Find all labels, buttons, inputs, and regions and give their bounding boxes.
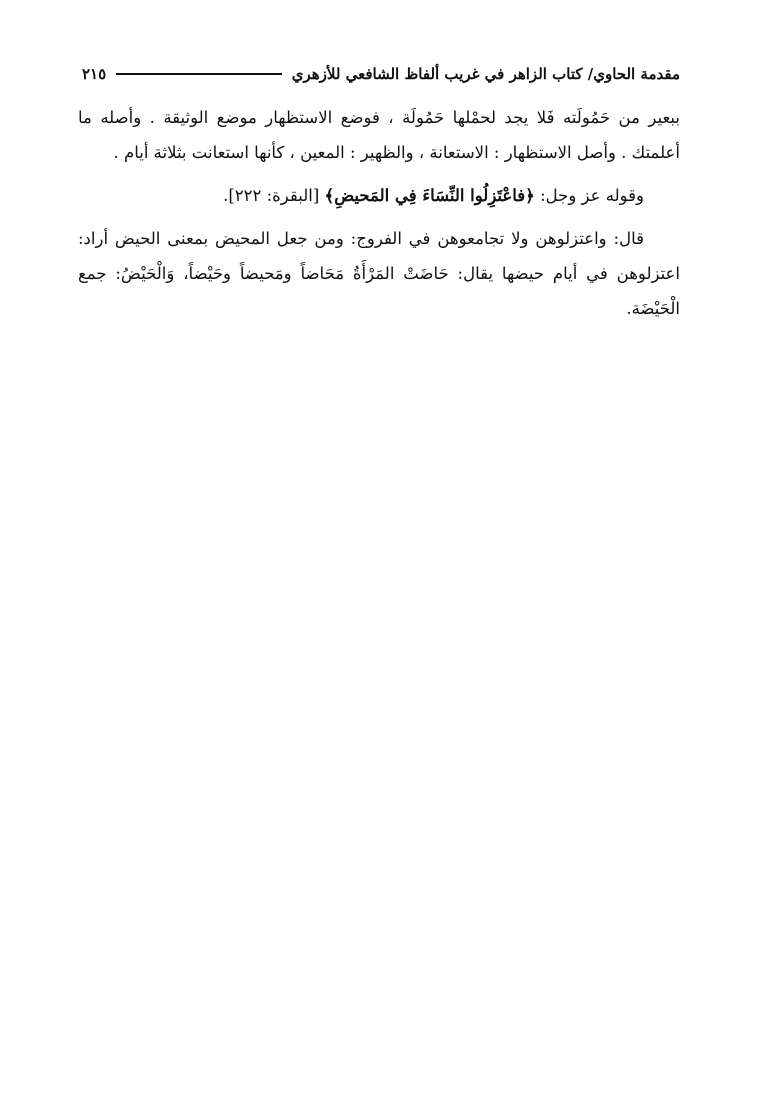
quran-verse: ﴿فاعْتَزِلُوا النِّسَاءَ فِي المَحيضِ﴾ <box>324 186 535 205</box>
page-number: ٢١٥ <box>82 65 107 83</box>
body-text <box>78 100 680 326</box>
verse-reference: [البقرة: ٢٢٢]. <box>223 186 325 205</box>
header-rule <box>116 73 282 75</box>
quote-intro: وقوله عز وجل: <box>534 186 644 205</box>
paragraph-2 <box>78 178 680 213</box>
paragraph-1: ببعير من حَمُولَته فَلا يجد لحمْلها حَمُولَة ، فوضع الاستظهار موضع الوثيقة . وأصله ما أعلمتك . وأصل الاستظهار : الاستعانة ، والظهير : المعين ، كأنها استعانت بثلاثة أيام . <box>78 108 680 162</box>
paragraph-3: قال: واعتزلوهن ولا تجامعوهن في الفروج: ومن جعل المحيض بمعنى الحيض أراد: اعتزلوهن في أيام حيضها يقال: حَاضَتْ المَرْأَةُ مَحَاضاً ومَحيضاً وحَيْضاً، وَالْحَيْضُ: جمع الْحَيْضَة. <box>78 229 680 318</box>
running-header <box>82 60 680 88</box>
header-title: مقدمة الحاوي/ كتاب الزاهر في غريب ألفاظ الشافعي للأزهري <box>291 65 680 83</box>
